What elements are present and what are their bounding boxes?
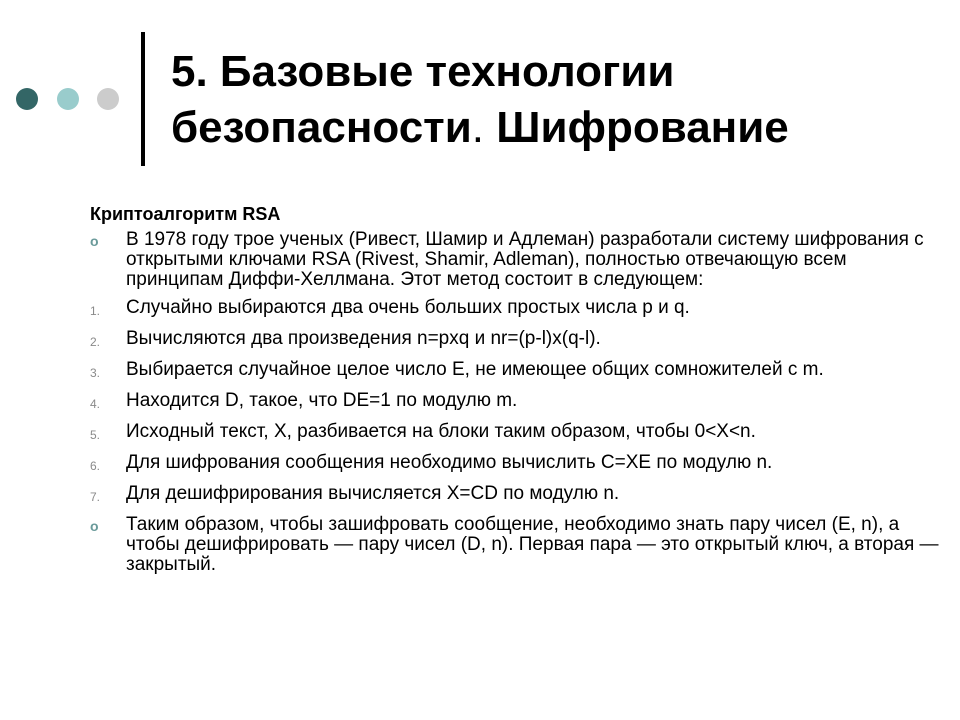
list-item <box>90 422 940 445</box>
list-item <box>90 484 940 507</box>
item-text: Исходный текст, X, разбивается на блоки таким образом, чтобы 0<X<n. <box>126 421 756 442</box>
item-text: Случайно выбираются два очень больших простых числа р и q. <box>126 297 690 318</box>
decor-dot-dark <box>16 88 38 110</box>
item-text: В 1978 году трое ученых (Ривест, Шамир и Адлеман) разработали систему шифрования с открытыми ключами RSA (Rivest, Shamir, Adleman), полностью отвечающую всем принципам Диффи-Хеллмана. Этот метод состоит в следующем: <box>126 229 924 290</box>
title-line-2-part-b: Шифрование <box>484 103 789 152</box>
subheading: Криптоалгоритм RSA <box>90 204 281 224</box>
slide-title <box>171 44 941 156</box>
item-text: Выбирается случайное целое число Е, не имеющее общих сомножителей с m. <box>126 359 824 380</box>
bullet-marker: o <box>90 233 99 249</box>
list-item <box>90 453 940 476</box>
number-marker: 6. <box>90 459 101 473</box>
number-marker: 3. <box>90 366 101 380</box>
number-marker: 7. <box>90 490 101 504</box>
decor-dot-grey <box>97 88 119 110</box>
item-text: Таким образом, чтобы зашифровать сообщение, необходимо знать пару чисел (Е, n), а чтобы дешифрировать — пару чисел (D, n). Первая пара — это открытый ключ, а вторая — закрытый. <box>126 514 939 575</box>
item-text: Для дешифрирования вычисляется X=CD по модулю n. <box>126 483 620 504</box>
list-item <box>90 360 940 383</box>
title-line-2-part-a: безопасности <box>171 103 472 152</box>
title-line-1: 5. Базовые технологии <box>171 47 675 96</box>
number-marker: 1. <box>90 304 101 318</box>
item-text: Находится D, такое, что DE=1 по модулю m. <box>126 390 518 411</box>
item-text: Вычисляются два произведения n=pxq и nr=(p-l)x(q-l). <box>126 328 601 349</box>
title-separator: . <box>471 103 484 152</box>
number-marker: 5. <box>90 428 101 442</box>
list-item <box>90 329 940 352</box>
title-divider <box>141 32 145 166</box>
list-item <box>90 515 940 575</box>
bullet-marker: o <box>90 518 99 534</box>
title-line-2 <box>171 100 941 156</box>
number-marker: 4. <box>90 397 101 411</box>
decor-dot-light <box>57 88 79 110</box>
slide-body <box>90 204 940 583</box>
item-text: Для шифрования сообщения необходимо вычислить C=XE по модулю n. <box>126 452 773 473</box>
list-item <box>90 230 940 290</box>
list-item <box>90 298 940 321</box>
list-item <box>90 391 940 414</box>
number-marker: 2. <box>90 335 101 349</box>
